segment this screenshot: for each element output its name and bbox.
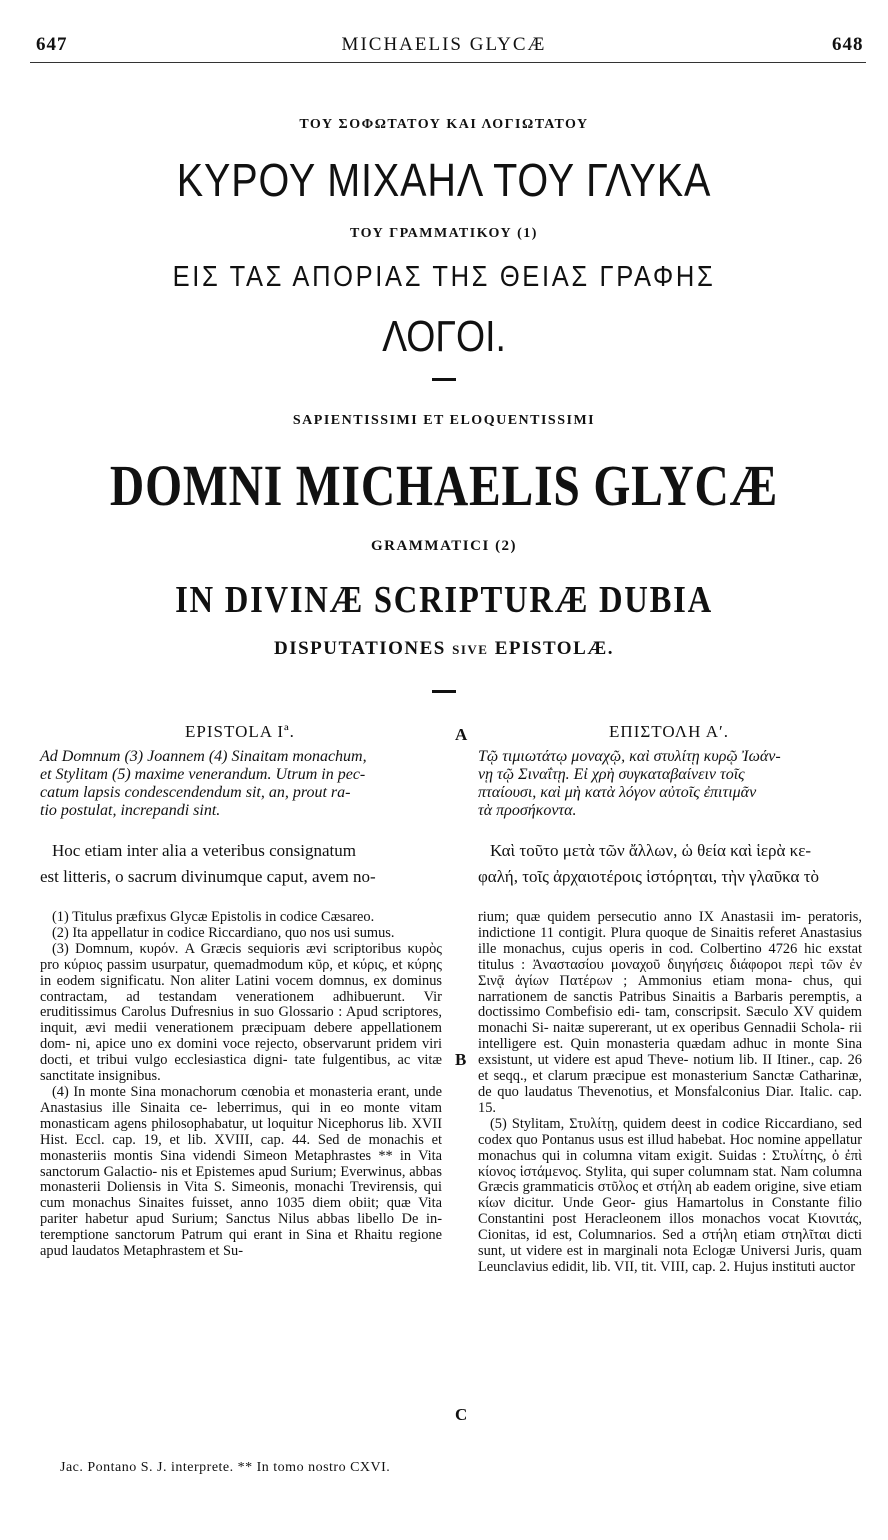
greek-summary-line: Τῷ τιμιωτάτῳ μοναχῷ, καὶ στυλίτῃ κυρῷ Ἰωάν- <box>478 748 781 765</box>
latin-summary <box>40 748 442 820</box>
footnote-line: Rhaitu regione apud laudatos Metaphrastem et Su- <box>40 1227 442 1260</box>
footnote-line: apud Surium; Sanctus Nilus abbas libello De in- <box>135 1211 442 1228</box>
footnote-line: (3) Domnum, κυρόν. A Græcis sequioris ævi <box>52 940 327 957</box>
footnote-line: Trevirensis, qui cum monachus Sinaites fuisset, <box>40 1179 442 1212</box>
footnote-line: Cæsareo. <box>321 909 375 925</box>
latin-genre-sive: SIVE <box>452 642 489 657</box>
latin-body-line: Hoc etiam inter alia a veteribus consignatum <box>52 841 357 860</box>
footnote-line: (4) In monte Sina monachorum cœnobia et <box>52 1083 305 1100</box>
greek-subject-line: ΕΙΣ ΤΑΣ ΑΠΟΡΙΑΣ ΤΗΣ ΘΕΙΑΣ ΓΡΑΦΗΣ <box>172 261 716 293</box>
footnote-line: (5) Stylitam, Στυλίτῃ, quidem deest in codice <box>490 1115 760 1132</box>
footnotes-left <box>40 910 442 1260</box>
latin-summary-line: tio postulat, increpandi sint. <box>40 802 221 819</box>
greek-body-line: Καὶ τοῦτο μετὰ τῶν ἄλλων, ὡ θεία καὶ ἱερὰ κε- <box>490 841 811 860</box>
footnote-line: gius Hamartolus in Constante filio Constantini <box>478 1195 862 1228</box>
greek-summary-line: τὰ προσήκοντα. <box>478 802 577 819</box>
footnote-line: naitæ supererant, ut ex operibus Gennadii Schola- <box>553 1020 845 1037</box>
footnote-line: columna Græcis grammaticis στῦλος et στήλη ab <box>478 1163 862 1196</box>
footnote-line: eadem origine, sive etiam κίων dicitur. Unde Geor- <box>478 1179 862 1212</box>
footnote-line: leberrimus, qui in eo monte vitam monasticam <box>40 1099 442 1132</box>
footnote-line: monasteria erant, unde Anastasius ille Sinaita ce- <box>40 1083 442 1116</box>
footnotes-right <box>478 910 862 1276</box>
greek-body-line: φαλή, τοῖς ἀρχαιοτέροις ἱστόρηται, τὴν γλαῦκα τὸ <box>478 867 820 886</box>
footnote-line: scriptoribus κυρὸς pro κύριος passim usurpatur, <box>40 940 442 973</box>
footnote <box>40 1085 442 1260</box>
footnote-line: venerationem præcipuam debere appellationem dom- <box>40 1020 442 1053</box>
footnote-line: significatu. Non aliter Latini vocem domnus, ex <box>100 972 387 989</box>
greek-author-name: ΚΥΡΟΥ ΜΙΧΑΗΛ ΤΟΥ ΓΛΥΚΑ <box>176 154 712 206</box>
footnote-line: notium lib. II Itiner., cap. 26 et seqq., et clarum <box>478 1052 862 1085</box>
title-dash <box>432 378 456 381</box>
footnote-line: quemadmodum κῦρ, et κύρις, et κύρης in eodem <box>40 956 442 989</box>
footnote-line: agens philosophabatur, ut loquitur Nicephorus lib. <box>114 1115 408 1132</box>
footnote-line: Italic. cap. 15. <box>478 1083 862 1116</box>
footnote-line: usi sumus. <box>333 924 395 941</box>
footnote-line: (1) Titulus præfixus Glycæ Epistolis in codice <box>52 909 318 925</box>
latin-genre-epistolae: EPISTOLÆ. <box>494 638 615 659</box>
footnote-line: post Heracleonem illos monachos vocat Κιονιτάς, <box>552 1211 862 1228</box>
latin-genre-line <box>0 638 888 660</box>
greek-epithet-line: ΤΟΥ ΣΟΦΩΤΑΤΟΥ ΚΑΙ ΛΟΓΙΩΤΑΤΟΥ <box>299 117 589 132</box>
footnote-line: quo laudatus Thevenotius, et Monsfalconius Diar. <box>497 1083 794 1100</box>
footnote-line: teremptione sanctorum Patrum qui erant in Sina et <box>40 1227 349 1244</box>
title-dash-2 <box>432 690 456 693</box>
footnote <box>478 1117 862 1276</box>
footnote-line: tam, conscripsit. Sæculo XV quidem monachi Si- <box>478 1004 862 1037</box>
footnote-line: monasterii Doliensis in Vita S. Simeonis, monachi <box>40 1179 345 1196</box>
latin-epithet-line: SAPIENTISSIMI ET ELOQUENTISSIMI <box>292 413 596 428</box>
footnote-line: in suo Glossario : Apud scriptores, inquit, ævi medii <box>40 1004 442 1037</box>
footnote-line: peratoris, indictione 11 contigit. Plura quoque de <box>478 909 862 941</box>
latin-subject-line: IN DIVINÆ SCRIPTURÆ DUBIA <box>175 579 713 621</box>
footnote-line: Eclogæ Universi Juris, quam Leunclavius edidit, <box>478 1243 862 1275</box>
greek-summary <box>478 748 862 820</box>
page-number-right: 648 <box>832 34 864 55</box>
footnote-line: nis et Epistemes apud Surium; Everwinus, abbas <box>160 1163 442 1180</box>
greek-summary-line: νῃ τῷ Σιναΐτῃ. Εἰ χρὴ συγκαταβαίνειν τοῖς <box>478 766 745 783</box>
footnote-line: dominus contractam, ad testandam venerationem <box>40 972 442 1005</box>
header-rule <box>30 62 866 63</box>
footnote <box>40 910 442 926</box>
latin-body-line: est litteris, o sacrum divinumque caput, avem no- <box>40 867 376 886</box>
footnote-line: Riccardiano, sed codex quo Pontanus usus est illud <box>478 1115 862 1148</box>
greek-grammarian-line: ΤΟΥ ΓΡΑΜΜΑΤΙΚΟΥ (1) <box>350 226 538 241</box>
footnote-line: de monachis et monasteriis montis Sina videndi <box>40 1131 442 1164</box>
greek-epistle-heading: ΕΠΙΣΤΟΛΗ Αʹ. <box>609 722 729 741</box>
greek-summary-line: πταίουσι, καὶ μὴ κατὰ λόγον αὐτοῖς ἐπιτιμᾶν <box>478 784 757 801</box>
column-marker-a: A <box>455 725 468 744</box>
latin-summary-line: catum lapsis condescendendum sit, an, prout ra- <box>40 784 351 801</box>
footnote-line: Ἀναστασίου μοναχοῦ διηγήσεις διάφοροι περὶ τῶν <box>532 956 843 973</box>
footnote-line: operis in cod. Colbertino 4726 hic exstat titulus : <box>478 940 862 973</box>
greek-body <box>478 838 862 890</box>
latin-summary-line: Ad Domnum (3) Joannem (4) Sinaitam monachum, <box>40 748 367 765</box>
footnote-line: in monte Sina exsistunt, ut videre est apud Theve- <box>478 1036 863 1069</box>
footnote-line: rii intelligere est. Quin monasteria quædam adhuc <box>478 1020 862 1053</box>
footnote-line: chus, qui narrationem de sanctis Patribus Sinaitis <box>478 972 862 1005</box>
latin-author-name: DOMNI MICHAELIS GLYCÆ <box>109 453 779 518</box>
latin-body <box>40 838 442 890</box>
footnote <box>40 926 442 942</box>
footnote-line: Cionitas, id est, Columnarios. Sed a στήλη etiam <box>478 1227 776 1244</box>
footnote-line: tate fulgentibus, ac vitæ sanctitate insignibus. <box>40 1052 442 1085</box>
footnote-line: ni, apice uno ex domini voce rejecto, observarunt <box>75 1036 371 1053</box>
latin-summary-line: et Stylitam (5) maxime venerandum. Utrum in pec- <box>40 766 366 783</box>
footnote <box>478 910 862 1117</box>
footnote-line: columna vitam exigit. Suidas : Στυλίτης, ὁ ἐπὶ κίονος <box>478 1147 862 1180</box>
footnote-line: anno 1035 diem obiit; quæ Vita pariter habetur <box>40 1195 442 1228</box>
footnote-line: ἐν Σινᾷ ἁγίων Πατέρων ; Ammonius etiam mona- <box>478 956 862 989</box>
footnote-line: στηλῖται dicti sunt, ut videre est in marginali nota <box>478 1227 862 1260</box>
running-title: MICHAELIS GLYCÆ <box>341 34 547 55</box>
footnote-line: præcipue est monasterium Sanctæ Catharinæ, de <box>478 1068 862 1100</box>
footnote <box>40 942 442 1085</box>
footnote-line: adhibuerunt. Vir eruditissimus Carolus Dufresnius <box>40 988 442 1021</box>
latin-epistle-heading: EPISTOLA Iª. <box>185 722 295 741</box>
footnote-line: (2) Ita appellatur in codice Riccardiano, quo nos <box>52 924 331 941</box>
latin-genre-disputationes: DISPUTATIONES <box>273 638 446 659</box>
footnote-line: Sinaitis referet Anastasius ille monachus, cujus <box>478 924 862 957</box>
footnote-line: rium; quæ quidem persecutio anno IX Anastasii im- <box>478 909 801 925</box>
page-number-left: 647 <box>36 34 68 55</box>
bottom-note: Jac. Pontano S. J. interprete. ** In tomo nostro CXVI. <box>60 1460 391 1475</box>
latin-grammarian-line: GRAMMATICI (2) <box>370 538 518 554</box>
footnote-line: ἱστάμενος. Stylita, qui super columnam stat. Nam <box>519 1163 809 1180</box>
footnote-line: lib. VII, tit. VIII, cap. 2. Hujus instituti auctor <box>591 1258 856 1275</box>
footnote-line: Simeon Metaphrastes ** in Vita sanctorum Galactio- <box>40 1147 443 1180</box>
greek-logoi: ΛΟΓΟΙ. <box>382 312 506 361</box>
column-marker-c: C <box>455 1405 468 1424</box>
footnote-line: pridem viri docti, et tribui vulgo ecclesiastica digni- <box>40 1036 442 1069</box>
footnote-line: XVII Hist. Eccl. cap. 19, et lib. XVIII, cap. 44. Sed <box>40 1115 442 1148</box>
footnote-line: a Barbaris peremptis, a doctissimo Combefisio edi- <box>478 988 862 1021</box>
footnote-line: habebat. Hoc nomine appellatur monachus qui in <box>478 1131 862 1164</box>
column-marker-b: B <box>455 1050 467 1069</box>
